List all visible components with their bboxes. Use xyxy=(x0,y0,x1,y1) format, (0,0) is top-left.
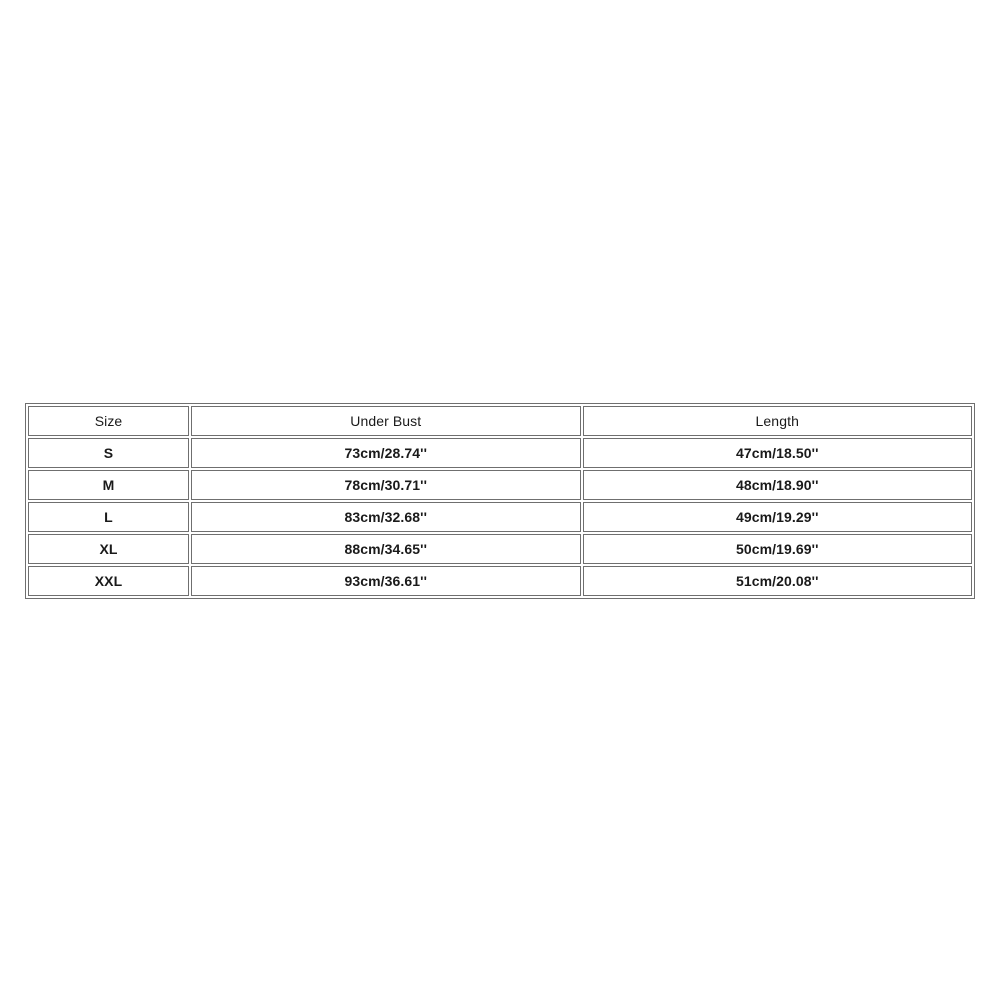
header-under-bust: Under Bust xyxy=(191,406,580,436)
cell-size: XXL xyxy=(28,566,189,596)
cell-under-bust: 93cm/36.61'' xyxy=(191,566,580,596)
cell-length: 49cm/19.29'' xyxy=(583,502,973,532)
cell-length: 50cm/19.69'' xyxy=(583,534,973,564)
header-length: Length xyxy=(583,406,973,436)
cell-under-bust: 73cm/28.74'' xyxy=(191,438,580,468)
table-row xyxy=(28,566,972,596)
cell-size: L xyxy=(28,502,189,532)
cell-length: 47cm/18.50'' xyxy=(583,438,973,468)
cell-size: M xyxy=(28,470,189,500)
table-row xyxy=(28,470,972,500)
table-header-row xyxy=(28,406,972,436)
cell-size: XL xyxy=(28,534,189,564)
cell-under-bust: 88cm/34.65'' xyxy=(191,534,580,564)
cell-length: 51cm/20.08'' xyxy=(583,566,973,596)
table-row xyxy=(28,438,972,468)
size-chart-table xyxy=(25,403,975,599)
table-row xyxy=(28,534,972,564)
cell-under-bust: 78cm/30.71'' xyxy=(191,470,580,500)
cell-length: 48cm/18.90'' xyxy=(583,470,973,500)
cell-under-bust: 83cm/32.68'' xyxy=(191,502,580,532)
header-size: Size xyxy=(28,406,189,436)
table-row xyxy=(28,502,972,532)
cell-size: S xyxy=(28,438,189,468)
